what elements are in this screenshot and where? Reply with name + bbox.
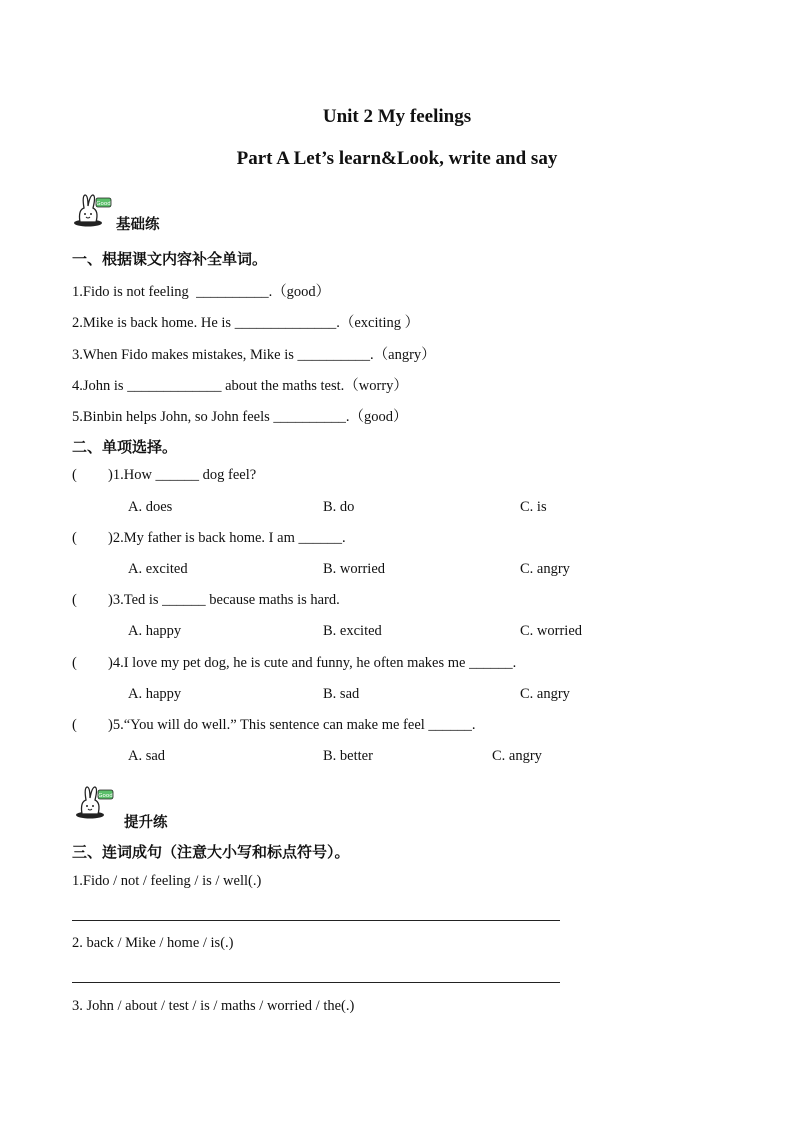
option-c: C. angry xyxy=(520,561,570,577)
list-item: 5.Binbin helps John, so John feels __________.（good） xyxy=(72,409,408,425)
option-b: B. do xyxy=(323,499,355,515)
option-a: A. happy xyxy=(128,623,182,639)
option-a: A. happy xyxy=(128,686,182,702)
answer-blank[interactable]: __________ xyxy=(196,284,269,300)
option-c: C. is xyxy=(520,499,547,515)
option-c: C. worried xyxy=(520,623,583,639)
answer-blank[interactable]: _____________ xyxy=(127,378,222,394)
section-heading-3: 三、连词成句（注意大小写和标点符号）。 xyxy=(72,845,350,861)
option-c: C. angry xyxy=(492,748,542,764)
answer-blank[interactable]: ______________ xyxy=(234,315,337,331)
option-b: B. excited xyxy=(323,623,382,639)
question-stem: )5.“You will do well.” This sentence can make me feel ______. xyxy=(108,717,476,733)
option-a: A. sad xyxy=(128,748,166,764)
option-b: B. better xyxy=(323,748,373,764)
option-a: A. excited xyxy=(128,561,188,577)
rabbit-good-icon xyxy=(74,784,118,820)
question-stem: )3.Ted is ______ because maths is hard. xyxy=(108,592,340,608)
list-item: 2.Mike is back home. He is ______________.（exciting ） xyxy=(72,315,420,331)
rabbit-good-icon xyxy=(72,192,116,228)
question-paren-open: ( xyxy=(72,592,77,608)
answer-blank[interactable]: __________ xyxy=(273,409,346,425)
option-b: B. sad xyxy=(323,686,360,702)
question-paren-open: ( xyxy=(72,467,77,483)
answer-line[interactable] xyxy=(72,920,560,921)
page-title: Unit 2 My feelings xyxy=(322,106,472,127)
option-c: C. angry xyxy=(520,686,570,702)
question-paren-open: ( xyxy=(72,530,77,546)
badge-label-basic: 基础练 xyxy=(116,217,160,233)
list-item: 1.Fido / not / feeling / is / well(.) xyxy=(72,873,262,889)
section-heading-1: 一、根据课文内容补全单词。 xyxy=(72,252,268,268)
answer-line[interactable] xyxy=(72,982,560,983)
question-paren-open: ( xyxy=(72,717,77,733)
question-stem: )2.My father is back home. I am ______. xyxy=(108,530,346,546)
question-stem: )1.How ______ dog feel? xyxy=(108,467,257,483)
svg-text:Good: Good xyxy=(96,201,111,207)
svg-text:Good: Good xyxy=(98,793,113,799)
list-item: 1.Fido is not feeling __________.（good） xyxy=(72,284,331,300)
option-b: B. worried xyxy=(323,561,386,577)
badge-label-advanced: 提升练 xyxy=(124,815,168,831)
option-a: A. does xyxy=(128,499,173,515)
answer-blank[interactable]: __________ xyxy=(297,347,371,363)
question-stem: )4.I love my pet dog, he is cute and funny, he often makes me ______. xyxy=(108,655,517,671)
question-paren-open: ( xyxy=(72,655,77,671)
list-item: 4.John is _____________ about the maths test.（worry） xyxy=(72,378,408,394)
page-subtitle: Part A Let’s learn&Look, write and say xyxy=(236,148,558,169)
list-item: 3. John / about / test / is / maths / worried / the(.) xyxy=(72,998,355,1014)
list-item: 2. back / Mike / home / is(.) xyxy=(72,935,234,951)
section-heading-2: 二、单项选择。 xyxy=(72,440,178,456)
list-item: 3.When Fido makes mistakes, Mike is __________.（angry） xyxy=(72,347,436,363)
